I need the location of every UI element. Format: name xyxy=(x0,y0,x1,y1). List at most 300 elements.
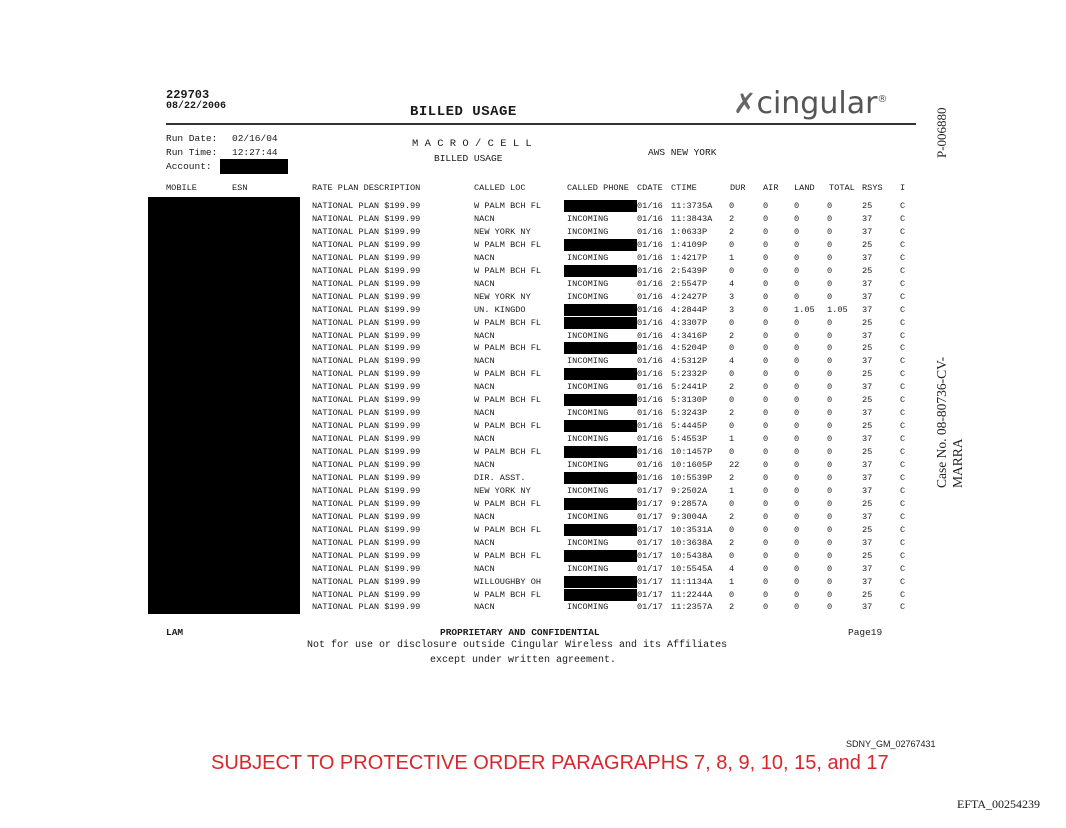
called-phone-redaction xyxy=(564,420,637,432)
cell-i: C xyxy=(900,589,906,600)
called-phone-redaction xyxy=(564,446,637,458)
cell-land: 0 xyxy=(794,472,800,483)
cell-total: 0 xyxy=(827,252,833,263)
cell-loc: UN. KINGDO xyxy=(474,304,526,315)
cell-date: 01/17 xyxy=(637,550,663,561)
cell-air: 0 xyxy=(763,317,769,328)
cell-loc: NACN xyxy=(474,252,495,263)
cell-i: C xyxy=(900,524,906,535)
called-phone-redaction xyxy=(564,342,637,354)
cell-dur: 0 xyxy=(729,265,735,276)
cell-total: 0 xyxy=(827,524,833,535)
called-phone-redaction xyxy=(564,368,637,380)
cell-plan: NATIONAL PLAN $199.99 xyxy=(312,239,421,250)
cell-i: C xyxy=(900,252,906,263)
cell-date: 01/17 xyxy=(637,498,663,509)
cell-i: C xyxy=(900,563,906,574)
cell-dur: 2 xyxy=(729,330,735,341)
cell-rsys: 25 xyxy=(862,447,873,458)
cell-plan: NATIONAL PLAN $199.99 xyxy=(312,524,421,535)
disclosure-notice-line1: Not for use or disclosure outside Cingular Wireless and its Affiliates xyxy=(307,640,728,651)
run-time-value: 12:27:44 xyxy=(232,147,278,158)
cell-i: C xyxy=(900,498,906,509)
cell-land: 0 xyxy=(794,511,800,522)
cell-time: 10:5539P xyxy=(671,472,713,483)
column-header: CDATE xyxy=(637,183,663,193)
cell-plan: NATIONAL PLAN $199.99 xyxy=(312,291,421,302)
cell-loc: W PALM BCH FL xyxy=(474,550,542,561)
cell-total: 0 xyxy=(827,485,833,496)
cell-rsys: 37 xyxy=(862,537,873,548)
cell-i: C xyxy=(900,226,906,237)
cell-dur: 2 xyxy=(729,511,735,522)
cingular-x-icon: ✗ xyxy=(733,87,757,120)
cell-dur: 0 xyxy=(729,447,735,458)
cell-rsys: 37 xyxy=(862,356,873,367)
cell-plan: NATIONAL PLAN $199.99 xyxy=(312,602,421,613)
cell-air: 0 xyxy=(763,265,769,276)
cell-loc: NACN xyxy=(474,537,495,548)
run-date-value: 02/16/04 xyxy=(232,133,278,144)
cell-plan: NATIONAL PLAN $199.99 xyxy=(312,317,421,328)
cell-time: 11:2357A xyxy=(671,602,713,613)
bates-number: SDNY_GM_02767431 xyxy=(846,739,936,749)
cell-plan: NATIONAL PLAN $199.99 xyxy=(312,460,421,470)
cell-dur: 2 xyxy=(729,602,735,613)
cell-dur: 4 xyxy=(729,563,735,574)
cell-land: 0 xyxy=(794,343,800,354)
cell-i: C xyxy=(900,304,906,315)
cell-time: 2:5547P xyxy=(671,278,708,289)
cell-rsys: 25 xyxy=(862,239,873,250)
cell-total: 0 xyxy=(827,589,833,600)
cell-total: 0 xyxy=(827,356,833,367)
cell-air: 0 xyxy=(763,576,769,587)
cell-i: C xyxy=(900,550,906,561)
cell-total: 0 xyxy=(827,511,833,522)
logo-text: cingular xyxy=(756,86,878,121)
cell-rsys: 37 xyxy=(862,472,873,483)
cell-phone: INCOMING xyxy=(567,382,609,393)
cell-phone: INCOMING xyxy=(567,602,609,613)
column-header: TOTAL xyxy=(829,183,855,193)
cell-dur: 22 xyxy=(729,460,740,470)
cell-plan: NATIONAL PLAN $199.99 xyxy=(312,356,421,367)
cell-time: 11:3735A xyxy=(671,201,713,211)
cell-time: 1:4109P xyxy=(671,239,708,250)
cell-dur: 1 xyxy=(729,434,735,445)
cell-date: 01/16 xyxy=(637,252,663,263)
cell-rsys: 25 xyxy=(862,524,873,535)
cell-i: C xyxy=(900,460,906,470)
cell-dur: 0 xyxy=(729,343,735,354)
protective-order-notice: SUBJECT TO PROTECTIVE ORDER PARAGRAPHS 7, 8, 9, 10, 15, and 17 xyxy=(211,752,889,774)
cell-phone: INCOMING xyxy=(567,434,609,445)
cell-air: 0 xyxy=(763,356,769,367)
cell-date: 01/16 xyxy=(637,408,663,419)
cell-loc: NACN xyxy=(474,460,495,470)
cell-dur: 0 xyxy=(729,239,735,250)
cell-land: 0 xyxy=(794,382,800,393)
called-phone-redaction xyxy=(564,200,637,212)
cell-total: 0 xyxy=(827,265,833,276)
cell-dur: 0 xyxy=(729,498,735,509)
cell-rsys: 25 xyxy=(862,369,873,380)
cell-i: C xyxy=(900,278,906,289)
cell-land: 0 xyxy=(794,602,800,613)
cell-rsys: 37 xyxy=(862,330,873,341)
cell-time: 1:4217P xyxy=(671,252,708,263)
column-header: CTIME xyxy=(671,183,697,193)
cell-rsys: 37 xyxy=(862,304,873,315)
cell-i: C xyxy=(900,369,906,380)
cell-land: 1.05 xyxy=(794,304,815,315)
cell-plan: NATIONAL PLAN $199.99 xyxy=(312,447,421,458)
cell-plan: NATIONAL PLAN $199.99 xyxy=(312,408,421,419)
cell-dur: 2 xyxy=(729,472,735,483)
cell-air: 0 xyxy=(763,343,769,354)
cell-plan: NATIONAL PLAN $199.99 xyxy=(312,498,421,509)
cell-air: 0 xyxy=(763,421,769,432)
cell-land: 0 xyxy=(794,239,800,250)
cell-date: 01/16 xyxy=(637,434,663,445)
cell-plan: NATIONAL PLAN $199.99 xyxy=(312,550,421,561)
column-header: ESN xyxy=(232,183,248,193)
cell-rsys: 37 xyxy=(862,563,873,574)
cell-date: 01/16 xyxy=(637,304,663,315)
cell-total: 0 xyxy=(827,278,833,289)
cell-air: 0 xyxy=(763,395,769,406)
cingular-logo: ✗cingular® xyxy=(733,86,888,121)
cell-date: 01/16 xyxy=(637,382,663,393)
cell-i: C xyxy=(900,213,906,224)
cell-loc: W PALM BCH FL xyxy=(474,589,542,600)
cell-plan: NATIONAL PLAN $199.99 xyxy=(312,226,421,237)
cell-air: 0 xyxy=(763,382,769,393)
cell-air: 0 xyxy=(763,330,769,341)
cell-phone: INCOMING xyxy=(567,511,609,522)
cell-date: 01/16 xyxy=(637,421,663,432)
cell-loc: W PALM BCH FL xyxy=(474,369,542,380)
cell-plan: NATIONAL PLAN $199.99 xyxy=(312,395,421,406)
cell-loc: W PALM BCH FL xyxy=(474,498,542,509)
cell-total: 0 xyxy=(827,434,833,445)
cell-date: 01/17 xyxy=(637,576,663,587)
cell-dur: 2 xyxy=(729,408,735,419)
account-label: Account: xyxy=(166,161,212,172)
cell-air: 0 xyxy=(763,485,769,496)
cell-date: 01/17 xyxy=(637,485,663,496)
cell-i: C xyxy=(900,447,906,458)
cell-date: 01/17 xyxy=(637,589,663,600)
called-phone-redaction xyxy=(564,239,637,251)
region-label: AWS NEW YORK xyxy=(648,147,717,158)
cell-date: 01/17 xyxy=(637,511,663,522)
cell-air: 0 xyxy=(763,252,769,263)
cell-i: C xyxy=(900,239,906,250)
cell-i: C xyxy=(900,317,906,328)
cell-plan: NATIONAL PLAN $199.99 xyxy=(312,485,421,496)
cell-time: 5:4553P xyxy=(671,434,708,445)
cell-total: 0 xyxy=(827,408,833,419)
cell-total: 1.05 xyxy=(827,304,848,315)
cell-loc: NACN xyxy=(474,434,495,445)
disclosure-notice-line2: except under written agreement. xyxy=(430,655,617,666)
cell-time: 1:0633P xyxy=(671,226,708,237)
cell-land: 0 xyxy=(794,278,800,289)
cell-rsys: 37 xyxy=(862,278,873,289)
cell-rsys: 25 xyxy=(862,201,873,211)
cell-plan: NATIONAL PLAN $199.99 xyxy=(312,343,421,354)
cell-air: 0 xyxy=(763,408,769,419)
cell-loc: W PALM BCH FL xyxy=(474,201,542,211)
cell-dur: 2 xyxy=(729,537,735,548)
cell-air: 0 xyxy=(763,563,769,574)
cell-time: 5:2332P xyxy=(671,369,708,380)
column-header: LAND xyxy=(794,183,815,193)
cell-plan: NATIONAL PLAN $199.99 xyxy=(312,330,421,341)
cell-time: 11:2244A xyxy=(671,589,713,600)
cell-total: 0 xyxy=(827,460,833,470)
cell-plan: NATIONAL PLAN $199.99 xyxy=(312,434,421,445)
cell-loc: NEW YORK NY xyxy=(474,291,531,302)
cell-air: 0 xyxy=(763,369,769,380)
cell-time: 5:3130P xyxy=(671,395,708,406)
cell-total: 0 xyxy=(827,239,833,250)
cell-date: 01/16 xyxy=(637,395,663,406)
cell-phone: INCOMING xyxy=(567,460,609,470)
cell-loc: W PALM BCH FL xyxy=(474,447,542,458)
cell-total: 0 xyxy=(827,382,833,393)
account-redaction xyxy=(220,159,288,174)
cell-time: 4:3307P xyxy=(671,317,708,328)
cell-air: 0 xyxy=(763,201,769,211)
cell-rsys: 37 xyxy=(862,511,873,522)
cell-i: C xyxy=(900,265,906,276)
cell-rsys: 37 xyxy=(862,576,873,587)
cell-loc: NACN xyxy=(474,330,495,341)
cell-i: C xyxy=(900,434,906,445)
cell-dur: 0 xyxy=(729,317,735,328)
cell-plan: NATIONAL PLAN $199.99 xyxy=(312,563,421,574)
cell-time: 2:5439P xyxy=(671,265,708,276)
cell-phone: INCOMING xyxy=(567,356,609,367)
cell-air: 0 xyxy=(763,498,769,509)
cell-dur: 1 xyxy=(729,485,735,496)
cell-i: C xyxy=(900,395,906,406)
cell-air: 0 xyxy=(763,460,769,470)
cell-time: 10:1605P xyxy=(671,460,713,470)
cell-land: 0 xyxy=(794,356,800,367)
cell-land: 0 xyxy=(794,395,800,406)
cell-date: 01/16 xyxy=(637,343,663,354)
cell-total: 0 xyxy=(827,563,833,574)
called-phone-redaction xyxy=(564,498,637,510)
cell-time: 4:5312P xyxy=(671,356,708,367)
cell-dur: 2 xyxy=(729,382,735,393)
cell-i: C xyxy=(900,291,906,302)
cell-loc: W PALM BCH FL xyxy=(474,524,542,535)
cell-phone: INCOMING xyxy=(567,330,609,341)
cell-dur: 4 xyxy=(729,278,735,289)
cell-dur: 0 xyxy=(729,395,735,406)
cell-loc: NACN xyxy=(474,408,495,419)
cell-dur: 4 xyxy=(729,356,735,367)
cell-air: 0 xyxy=(763,589,769,600)
page-id-stamp: P-006880 xyxy=(934,107,949,158)
cell-land: 0 xyxy=(794,291,800,302)
cell-date: 01/16 xyxy=(637,460,663,470)
called-phone-redaction xyxy=(564,394,637,406)
column-header: I xyxy=(900,183,906,193)
cell-rsys: 25 xyxy=(862,395,873,406)
cell-rsys: 37 xyxy=(862,434,873,445)
cell-phone: INCOMING xyxy=(567,213,609,224)
cell-time: 11:1134A xyxy=(671,576,713,587)
confidential-label: PROPRIETARY AND CONFIDENTIAL xyxy=(440,627,600,638)
cell-air: 0 xyxy=(763,213,769,224)
cell-phone: INCOMING xyxy=(567,252,609,263)
cell-i: C xyxy=(900,382,906,393)
cell-date: 01/16 xyxy=(637,213,663,224)
cell-land: 0 xyxy=(794,576,800,587)
column-header: RSYS xyxy=(862,183,883,193)
cell-air: 0 xyxy=(763,524,769,535)
cell-phone: INCOMING xyxy=(567,485,609,496)
cell-loc: DIR. ASST. xyxy=(474,472,526,483)
cell-land: 0 xyxy=(794,317,800,328)
cell-date: 01/16 xyxy=(637,278,663,289)
called-phone-redaction xyxy=(564,317,637,329)
cell-land: 0 xyxy=(794,408,800,419)
cell-date: 01/16 xyxy=(637,201,663,211)
cell-i: C xyxy=(900,576,906,587)
cell-total: 0 xyxy=(827,576,833,587)
cell-total: 0 xyxy=(827,369,833,380)
cell-i: C xyxy=(900,343,906,354)
cell-loc: W PALM BCH FL xyxy=(474,265,542,276)
cell-plan: NATIONAL PLAN $199.99 xyxy=(312,201,421,211)
cell-land: 0 xyxy=(794,447,800,458)
cell-rsys: 37 xyxy=(862,226,873,237)
cell-land: 0 xyxy=(794,498,800,509)
column-header: MOBILE xyxy=(166,183,197,193)
cell-land: 0 xyxy=(794,421,800,432)
cell-air: 0 xyxy=(763,602,769,613)
cell-rsys: 37 xyxy=(862,602,873,613)
cell-rsys: 25 xyxy=(862,498,873,509)
cell-land: 0 xyxy=(794,330,800,341)
footer-code: LAM xyxy=(166,627,184,638)
cell-land: 0 xyxy=(794,589,800,600)
cell-plan: NATIONAL PLAN $199.99 xyxy=(312,537,421,548)
cell-i: C xyxy=(900,201,906,211)
cell-air: 0 xyxy=(763,537,769,548)
cell-date: 01/16 xyxy=(637,356,663,367)
cell-total: 0 xyxy=(827,472,833,483)
cell-total: 0 xyxy=(827,537,833,548)
macro-cell-label: M A C R O / C E L L xyxy=(412,138,532,150)
cell-loc: NACN xyxy=(474,563,495,574)
cell-i: C xyxy=(900,537,906,548)
column-header: CALLED PHONE xyxy=(567,183,629,193)
cell-total: 0 xyxy=(827,395,833,406)
cell-plan: NATIONAL PLAN $199.99 xyxy=(312,382,421,393)
cell-loc: NEW YORK NY xyxy=(474,485,531,496)
cell-phone: INCOMING xyxy=(567,537,609,548)
cell-loc: NACN xyxy=(474,278,495,289)
cell-dur: 0 xyxy=(729,421,735,432)
cell-loc: WILLOUGHBY OH xyxy=(474,576,542,587)
cell-loc: NACN xyxy=(474,213,495,224)
cell-land: 0 xyxy=(794,537,800,548)
cell-rsys: 37 xyxy=(862,485,873,496)
cell-rsys: 25 xyxy=(862,317,873,328)
cell-time: 5:3243P xyxy=(671,408,708,419)
cell-time: 10:5545A xyxy=(671,563,713,574)
cell-rsys: 37 xyxy=(862,252,873,263)
cell-date: 01/16 xyxy=(637,330,663,341)
called-phone-redaction xyxy=(564,472,637,484)
cell-land: 0 xyxy=(794,369,800,380)
run-time-label: Run Time: xyxy=(166,147,218,158)
column-header: AIR xyxy=(763,183,779,193)
cell-total: 0 xyxy=(827,602,833,613)
document-number: 229703 xyxy=(166,88,210,102)
called-phone-redaction xyxy=(564,304,637,316)
cell-time: 10:3531A xyxy=(671,524,713,535)
cell-plan: NATIONAL PLAN $199.99 xyxy=(312,278,421,289)
cell-time: 4:3416P xyxy=(671,330,708,341)
page-title: BILLED USAGE xyxy=(410,104,517,120)
column-header: DUR xyxy=(730,183,746,193)
cell-land: 0 xyxy=(794,524,800,535)
header-rule xyxy=(166,123,916,125)
column-header: CALLED LOC xyxy=(474,183,526,193)
called-phone-redaction xyxy=(564,576,637,588)
cell-air: 0 xyxy=(763,304,769,315)
run-date-label: Run Date: xyxy=(166,133,218,144)
cell-air: 0 xyxy=(763,550,769,561)
cell-land: 0 xyxy=(794,252,800,263)
cell-plan: NATIONAL PLAN $199.99 xyxy=(312,265,421,276)
cell-loc: W PALM BCH FL xyxy=(474,395,542,406)
cell-rsys: 37 xyxy=(862,213,873,224)
cell-dur: 0 xyxy=(729,369,735,380)
cell-time: 10:3638A xyxy=(671,537,713,548)
cell-loc: NACN xyxy=(474,511,495,522)
cell-time: 5:2441P xyxy=(671,382,708,393)
cell-total: 0 xyxy=(827,291,833,302)
cell-time: 10:1457P xyxy=(671,447,713,458)
cell-total: 0 xyxy=(827,330,833,341)
cell-loc: NACN xyxy=(474,356,495,367)
cell-dur: 0 xyxy=(729,589,735,600)
cell-land: 0 xyxy=(794,265,800,276)
cell-total: 0 xyxy=(827,201,833,211)
cell-time: 11:3843A xyxy=(671,213,713,224)
cell-air: 0 xyxy=(763,472,769,483)
cell-land: 0 xyxy=(794,201,800,211)
cell-loc: NACN xyxy=(474,602,495,613)
cell-plan: NATIONAL PLAN $199.99 xyxy=(312,369,421,380)
cell-i: C xyxy=(900,511,906,522)
cell-plan: NATIONAL PLAN $199.99 xyxy=(312,421,421,432)
cell-phone: INCOMING xyxy=(567,563,609,574)
cell-total: 0 xyxy=(827,213,833,224)
cell-rsys: 25 xyxy=(862,343,873,354)
cell-phone: INCOMING xyxy=(567,278,609,289)
